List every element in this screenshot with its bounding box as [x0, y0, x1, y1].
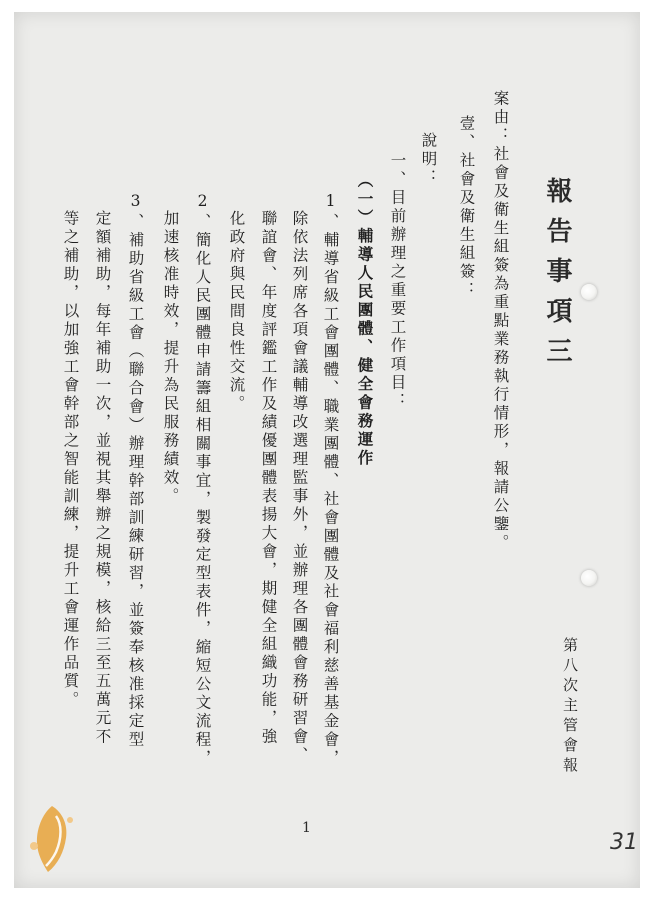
paragraph-2-line-1: 2、簡化人民團體申請籌組相關事宜，製發定型表件，縮短公文流程， — [193, 192, 212, 768]
paragraph-1-line-4: 化政府與民間良性交流。 — [227, 210, 246, 414]
paragraph-1-line-3: 聯誼會、年度評鑑工作及績優團體表揚大會，期健全組織功能，強 — [259, 210, 278, 747]
punch-hole-top — [581, 284, 597, 300]
case-line: 案由：社會及衛生組簽為重點業務執行情形，報請公鑒。 — [491, 90, 510, 553]
page-stamp: 31 — [610, 830, 638, 855]
taiwan-map-logo-icon — [22, 802, 84, 876]
explanation-label: 說明： — [419, 132, 438, 188]
paragraph-3-line-1: 3、補助省級工會（聯合會）辦理幹部訓練研習，並簽奉核准採定型 — [126, 192, 145, 750]
paragraph-2-line-2: 加速核准時效，提升為民服務績效。 — [161, 210, 180, 506]
paragraph-3-line-3: 等之補助，以加強工會幹部之智能訓練，提升工會運作品質。 — [61, 210, 80, 710]
document-page — [14, 12, 640, 888]
paragraph-1-line-1: 1、輔導省級工會團體、職業團體、社會團體及社會福利慈善基金會， — [321, 192, 340, 768]
page-number: 1 — [302, 820, 311, 836]
paragraph-3-line-2: 定額補助，每年補助一次，並視其舉辦之規模，核給三至五萬元不 — [93, 210, 112, 747]
section-heading: 壹、社會及衛生組簽： — [457, 115, 476, 300]
punch-hole-bottom — [581, 570, 597, 586]
subsection-heading: （一）輔導人民團體、健全會務運作 — [355, 172, 375, 468]
paragraph-1-line-2: 除依法列席各項會議輔導改選理監事外，並辦理各團體會務研習會、 — [290, 210, 309, 765]
document-title: 報告事項三 — [542, 177, 572, 377]
meeting-label: 第八次主管會報 — [561, 637, 579, 777]
item-heading: 一、目前辦理之重要工作項目： — [388, 152, 407, 411]
